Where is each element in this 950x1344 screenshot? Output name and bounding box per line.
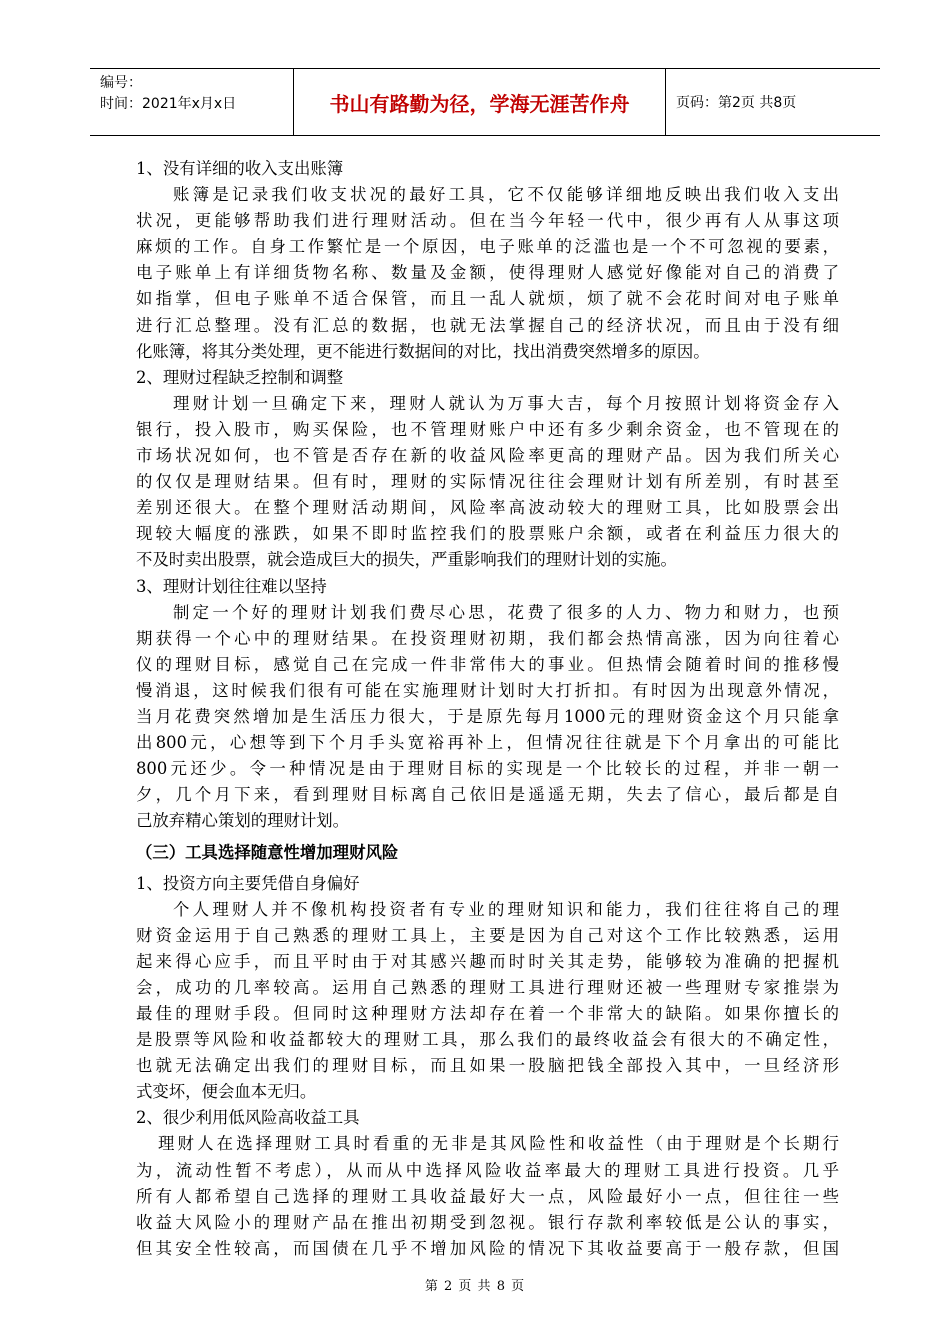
document-number: 编号： — [100, 75, 142, 91]
text-line: 收益大风险小的理财产品在推出初期受到忽视。银行存款利率较低是公认的事实， — [136, 1212, 839, 1232]
text-line: 为，流动性暂不考虑），从而从中选择风险收益率最大的理财工具进行投资。几乎 — [136, 1160, 839, 1180]
text-line: 如指掌，但电子账单不适合保管，而且一乱人就烦，烦了就不会花时间对电子账单 — [136, 289, 839, 309]
text-line: 也就无法确定出我们的理财目标，而且如果一股脑把钱全部投入其中，一旦经济形 — [136, 1056, 839, 1076]
text-line: 差别还很大。在整个理财活动期间，风险率高波动较大的理财工具，比如股票会出 — [136, 498, 839, 518]
text-line: 银行，投入股市，购买保险，也不管理财账户中还有多少剩余资金，也不管现在的 — [136, 419, 839, 439]
text-line: 财资金运用于自己熟悉的理财工具上，主要是因为自己对这个工作比较熟悉，运用 — [136, 925, 839, 945]
text-line: 化账簿，将其分类处理，更不能进行数据间的对比，找出消费突然增多的原因。 — [136, 341, 710, 361]
subheading: 2、理财过程缺乏控制和调整 — [136, 367, 344, 387]
document-time: 时间：2021年x月x日 — [100, 96, 237, 112]
document-body — [136, 156, 839, 1262]
text-line: 进行汇总整理。没有汇总的数据，也就无法掌握自己的经济状况，而且由于没有细 — [136, 315, 839, 335]
subheading: 3、理财计划往往难以坚持 — [136, 576, 327, 596]
section-heading: （三）工具选择随意性增加理财风险 — [136, 843, 399, 863]
paragraph — [136, 897, 839, 1106]
text-line: 夕，几个月下来，看到理财目标离自己依旧是遥遥无期，失去了信心，最后都是自 — [136, 785, 839, 805]
text-line: 但其安全性较高，而国债在几乎不增加风险的情况下其收益要高于一般存款，但国 — [136, 1238, 839, 1258]
header-motto: 书山有路勤为径，学海无涯苦作舟 — [294, 69, 666, 135]
text-line: 所有人都希望自己选择的理财工具收益最好大一点，风险最好小一点，但往往一些 — [136, 1186, 839, 1206]
text-line: 麻烦的工作。自身工作繁忙是一个原因，电子账单的泛滥也是一个不可忽视的要素， — [136, 237, 839, 257]
text-line: 式变坏，便会血本无归。 — [136, 1082, 317, 1102]
text-line: 800元还少。令一种情况是由于理财目标的实现是一个比较长的过程，并非一朝一 — [136, 759, 839, 779]
text-line: 仪的理财目标，感觉自己在完成一件非常伟大的事业。但热情会随着时间的推移慢 — [136, 654, 839, 674]
text-line: 制定一个好的理财计划我们费尽心思，花费了很多的人力、物力和财力，也预 — [173, 602, 839, 622]
paragraph — [136, 391, 839, 574]
text-line: 现较大幅度的涨跌，如果不即时监控我们的股票账户余额，或者在利益压力很大的 — [136, 524, 839, 544]
page-header — [90, 68, 880, 136]
subheading: 2、很少利用低风险高收益工具 — [136, 1108, 360, 1128]
text-line: 会，成功的几率较高。运用自己熟悉的理财工具进行理财还被一些理财专家推崇为 — [136, 977, 839, 997]
text-line: 期获得一个心中的理财结果。在投资理财初期，我们都会热情高涨，因为向往着心 — [136, 628, 839, 648]
text-line: 的仅仅是理财结果。但有时，理财的实际情况往往会理财计划有所差别，有时甚至 — [136, 472, 839, 492]
text-line: 账簿是记录我们收支状况的最好工具，它不仅能够详细地反映出我们收入支出 — [173, 185, 839, 205]
text-line: 个人理财人并不像机构投资者有专业的理财知识和能力，我们往往将自己的理 — [173, 899, 839, 919]
text-line: 慢消退，这时候我们很有可能在实施理财计划时大打折扣。有时因为出现意外情况， — [136, 680, 839, 700]
text-line: 己放弃精心策划的理财计划。 — [136, 811, 350, 831]
paragraph — [136, 600, 839, 835]
paragraph — [136, 182, 839, 365]
subheading: 1、没有详细的收入支出账簿 — [136, 159, 344, 178]
text-line: 是股票等风险和收益都较大的理财工具，那么我们的最终收益会有很大的不确定性， — [136, 1030, 839, 1050]
text-line: 电子账单上有详细货物名称、数量及金额，使得理财人感觉好像能对自己的消费了 — [136, 263, 839, 283]
text-line: 状况，更能够帮助我们进行理财活动。但在当今年轻一代中，很少再有人从事这项 — [136, 211, 839, 231]
subheading: 1、投资方向主要凭借自身偏好 — [136, 873, 360, 893]
text-line: 理财人在选择理财工具时看重的无非是其风险性和收益性（由于理财是个长期行 — [158, 1134, 839, 1154]
text-line: 起来得心应手，而且平时由于对其感兴趣而时时关其走势，能够较为准确的把握机 — [136, 951, 839, 971]
header-meta — [90, 69, 294, 135]
text-line: 出800元，心想等到下个月手头宽裕再补上，但情况往往就是下个月拿出的可能比 — [136, 733, 839, 753]
text-line: 最佳的理财手段。但同时这种理财方法却存在着一个非常大的缺陷。如果你擅长的 — [136, 1004, 839, 1023]
header-page-number: 页码：第2页 共8页 — [676, 95, 797, 111]
text-line: 当月花费突然增加是生活压力很大，于是原先每月1000元的理财资金这个月只能拿 — [136, 706, 839, 726]
page-footer: 第 2 页 共 8 页 — [424, 1279, 526, 1294]
text-line: 理财计划一旦确定下来，理财人就认为万事大吉，每个月按照计划将资金存入 — [173, 393, 839, 413]
text-line: 不及时卖出股票，就会造成巨大的损失，严重影响我们的理财计划的实施。 — [136, 550, 677, 570]
paragraph — [136, 1131, 839, 1261]
text-line: 市场状况如何，也不管是否存在新的收益风险率更高的理财产品。因为我们所关心 — [136, 446, 839, 466]
